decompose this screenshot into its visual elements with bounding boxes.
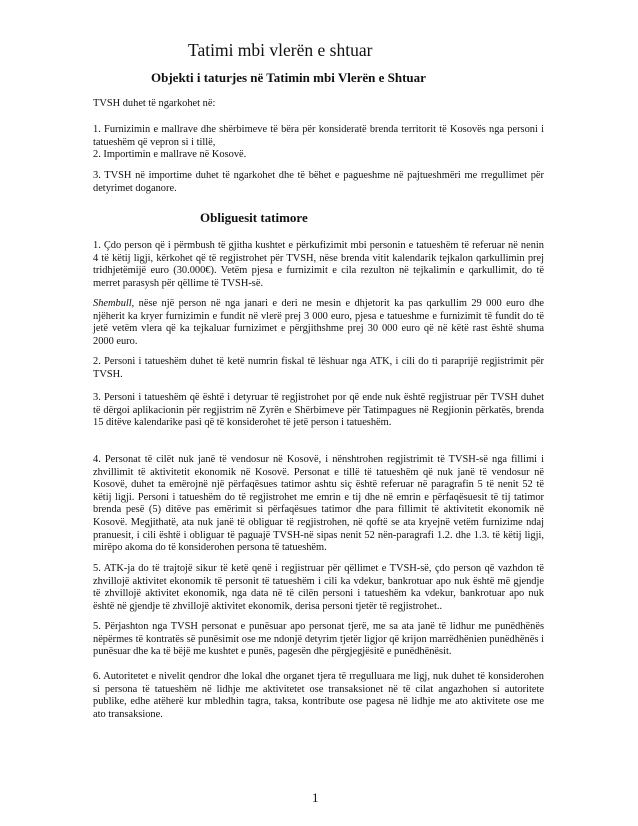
example-line-4: 2000 euro. [93, 335, 138, 347]
paragraph-1 [93, 240, 544, 290]
paragraph-4-line-3: Kosovë, duhet ta emërojnë një përfaqësues tatimor ashtu siç është referuar në paragrafin 5 të nenit 52 të [93, 479, 544, 491]
example-label: Shembull, [93, 298, 135, 309]
example-paragraph [93, 298, 544, 348]
item-2-line: 2. Importimin e mallrave në Kosovë. [93, 149, 247, 161]
intro-line: TVSH duhet të ngarkohet në: [93, 98, 216, 109]
paragraph-3 [93, 392, 544, 430]
paragraph-1-line-4: merret parasysh për qëllime të TVSH-së. [93, 277, 264, 289]
item-3-line-1: 3. TVSH në importime duhet të ngarkohet dhe të bëhet e pagueshme në pajtueshmëri me rregullimet për [93, 170, 544, 181]
paragraph-7-line-2: si persona të tatueshëm në lidhje me aktivitetet ose transaksionet në të cilat angazhohen si autoritete [93, 683, 544, 695]
example-line-1 [93, 298, 544, 311]
paragraph-2-line-2: TVSH. [93, 368, 123, 380]
example-line-1-text: nëse një person në nga janari e deri ne mesin e dhjetorit ka pas qarkullim 29 000 euro dhe [134, 298, 544, 309]
paragraph-3-line-1: 3. Personi i tatueshëm që është i detyruar të regjistrohet por që ende nuk është regjistruar për TVSH duhet [93, 392, 544, 403]
paragraph-7 [93, 671, 544, 721]
paragraph-4-line-2: zhvillimit të aktivitetit ekonomik në Kosovë. Personat e tillë të tatueshëm që nuk janë të vendosur në [93, 466, 544, 478]
paragraph-3-line-3: 15 ditëve kalendarike pasi që të konsiderohet të jetë person i tatueshëm. [93, 417, 392, 429]
item-1-line-2: tatueshëm që vepron si i tillë, [93, 136, 216, 148]
paragraph-1-line-3: tridhjetëmijë euro (30.000€). Vetëm pjesa e furnizimit e cila rezulton në tejkalimin e qarkullimit, do të [93, 265, 544, 277]
paragraph-2-line-1: 2. Personi i tatueshëm duhet të ketë numrin fiskal të lëshuar nga ATK, i cili do ti paraprijë regjistrimit për [93, 356, 544, 367]
item-3-paragraph [93, 170, 544, 195]
paragraph-4-line-5: brenda pesë (5) ditëve pas emërimit si përfaqësues tatimor dhe para fillimit të aktivitetit ekonomik në [93, 504, 544, 516]
paragraph-3-line-2: të dërgoi aplikacionin për regjistrim në Zyrën e Shërbimeve për Tatimpagues në Regjionin përkatës, brenda [93, 404, 544, 416]
item-3-line-2: detyrimet doganore. [93, 182, 177, 194]
paragraph-4-line-7: pranuesit, i cili është i obliguar të paguajë TVSH-në sipas nenit 52 nën-paragrafi 1.2. dhe 1.3. të këtij ligji, [93, 529, 544, 541]
item-1-paragraph [93, 124, 544, 162]
example-line-3: jetë vetëm vlera që ka tejkaluar furnizimet e përgjithshme prej 30 000 euro që në këtë rast është shuma [93, 323, 544, 335]
paragraph-6 [93, 621, 544, 659]
paragraph-7-line-3: publike, edhe atëherë kur mbledhin tagra, taksa, kontribute ose pagesa në lidhje me ato aktivitete ose me [93, 696, 544, 708]
paragraph-4 [93, 454, 544, 555]
paragraph-4-line-8: mirëpo akoma do të konsiderohen persona të tatueshëm. [93, 542, 327, 554]
section-heading: Obliguesit tatimore [200, 210, 308, 225]
paragraph-1-line-2: 4 të këtij ligji, kërkohet që të regjistrohet për TVSH, nëse brenda vitit kalendarik tejkalon qarkullimin prej [93, 252, 544, 264]
intro-paragraph [93, 98, 544, 111]
paragraph-4-line-1: 4. Personat të cilët nuk janë të vendosur në Kosovë, i nënshtrohen regjistrimit të TVSH-së nga fillimi i [93, 454, 544, 465]
example-line-2: njëherit ka kryer furnizimin e fundit në vlerë prej 3 000 euro, pjesa e tatueshme e furnizimit të fundit do të [93, 310, 544, 322]
paragraph-6-line-1: 5. Përjashton nga TVSH personat e punësuar apo personat tjerë, me sa ata janë të lidhur me punëdhënës [93, 621, 544, 632]
paragraph-5-line-4: është në gjendje të zhvillojë aktivitet ekonomik, derisa personi tjetër të regjistrohet.. [93, 600, 443, 612]
paragraph-6-line-3: punësuar dhe ka të bëjë me kushtet e punës, pagesën dhe përgjegjësitë e punëdhënësit. [93, 646, 452, 658]
paragraph-2 [93, 356, 544, 381]
paragraph-4-line-4: këtij ligji. Personi i tatueshëm do të regjistrohet me emrin e tij dhe në emrin e përfaqësuesit të tij tatimor [93, 491, 544, 503]
paragraph-5-line-2: zhvillojë aktivitet ekonomik të personit të tatueshëm i cili ka vdekur, bankrotuar apo nuk është më gjendje [93, 575, 544, 587]
page-number: 1 [312, 790, 319, 805]
paragraph-6-line-2: nëpërmes të kontratës së punësimit ose me ndonjë detyrim tjetër ligjor që krijon marrëdhënien punëdhënës i [93, 633, 544, 645]
paragraph-5-line-1: 5. ATK-ja do të trajtojë sikur të ketë qenë i regjistruar për qëllimet e TVSH-së, çdo person që vazhdon të [93, 563, 544, 574]
document-title: Tatimi mbi vlerën e shtuar [188, 40, 373, 60]
paragraph-1-line-1: 1. Çdo person që i përmbush të gjitha kushtet e përkufizimit mbi personin e tatueshëm të referuar në nenin [93, 240, 544, 251]
paragraph-4-line-6: Kosovë. Megjithatë, ata nuk janë të obliguar të regjistrohen, në qoftë se ata kryejnë vetëm furnizime ndaj [93, 516, 544, 528]
document-subtitle: Objekti i taturjes në Tatimin mbi Vlerën e Shtuar [151, 70, 426, 85]
paragraph-5-line-3: të zhvillojë aktivitet ekonomik, nga data në të cilën personi i tatueshëm ka vdekur, bankrotuar apo nuk [93, 588, 544, 600]
paragraph-5 [93, 563, 544, 613]
item-1-line-1: 1. Furnizimin e mallrave dhe shërbimeve të bëra për konsideratë brenda territorit të Kosovës nga personi i [93, 124, 544, 135]
paragraph-7-line-1: 6. Autoritetet e nivelit qendror dhe lokal dhe organet tjera të rregulluara me ligj, nuk duhet të konsiderohen [93, 671, 544, 682]
paragraph-7-line-4: ato transaksione. [93, 708, 163, 720]
